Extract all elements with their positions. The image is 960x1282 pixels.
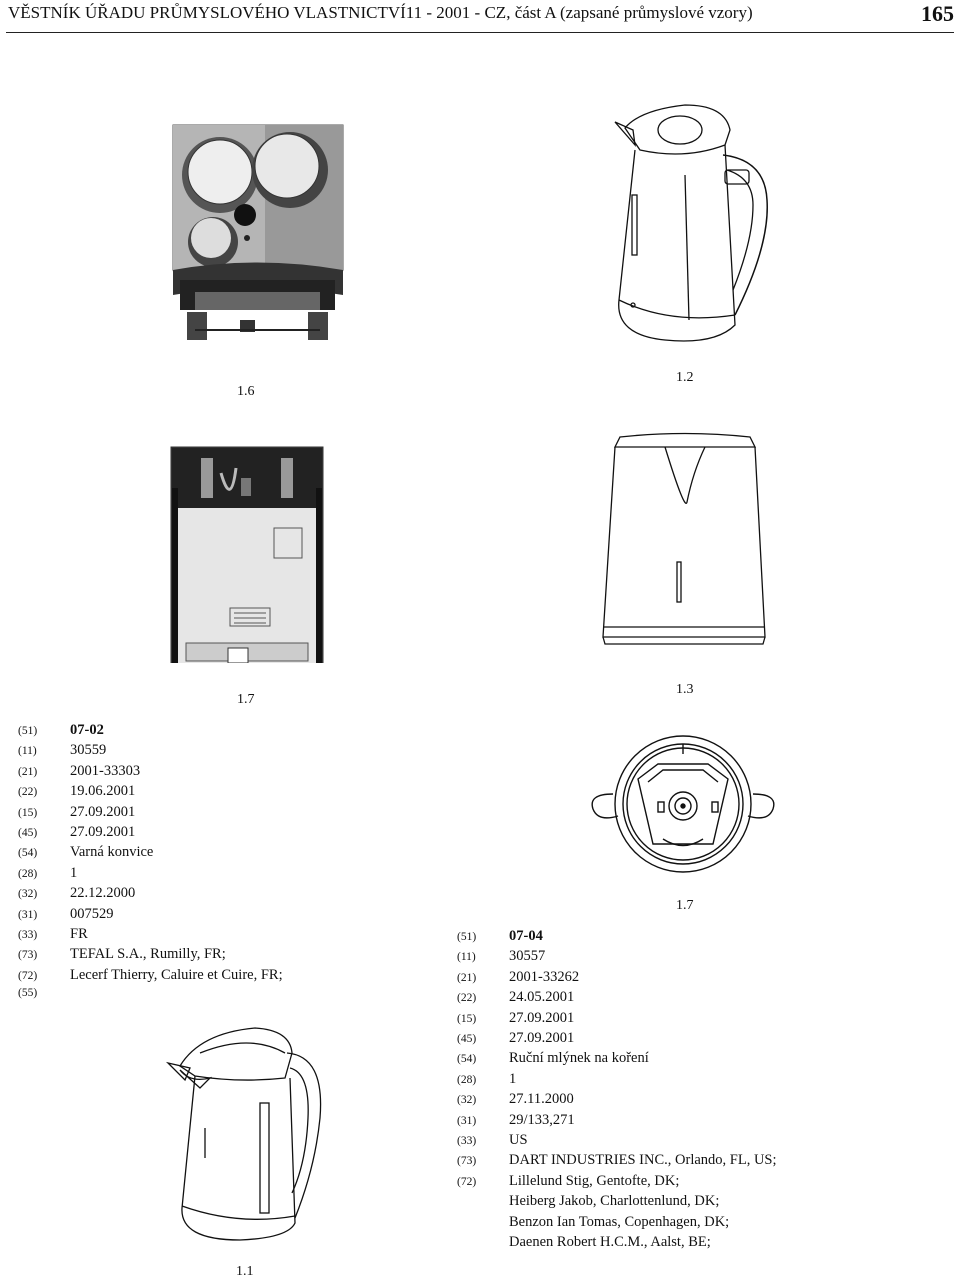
record-row: (72) Lillelund Stig, Gentofte, DK;: [457, 1172, 680, 1189]
figure-label-1-7-right: 1.7: [676, 898, 694, 913]
record-row: (22) 19.06.2001: [18, 783, 136, 800]
record-row: (72) Lecerf Thierry, Caluire et Cuire, FR;: [18, 966, 283, 983]
record-row: (54) Ruční mlýnek na koření: [457, 1050, 649, 1067]
figure-label-1-2: 1.2: [676, 370, 694, 385]
kettle-drawing-perspective: [160, 1008, 335, 1248]
record-row: (32) 22.12.2000: [18, 885, 136, 902]
record-row: (54) Varná konvice: [18, 844, 154, 861]
record-row: (33) US: [457, 1131, 528, 1148]
record-row: (28) 1: [18, 864, 78, 881]
record-row: (45) 27.09.2001: [18, 823, 136, 840]
figure-label-1-1: 1.1: [236, 1264, 254, 1279]
figure-label-1-3: 1.3: [676, 682, 694, 697]
record-row: (73) DART INDUSTRIES INC., Orlando, FL, US;: [457, 1152, 777, 1169]
record-row: (11) 30557: [457, 948, 546, 965]
inventor-continuation: Benzon Ian Tomas, Copenhagen, DK;: [509, 1213, 730, 1230]
record-row: (32) 27.11.2000: [457, 1091, 574, 1108]
figure-label-1-6: 1.6: [237, 384, 255, 399]
record-row: (45) 27.09.2001: [457, 1029, 575, 1046]
record-row: (28) 1: [457, 1070, 517, 1087]
design-record-30557: [457, 928, 777, 1255]
page-header: [6, 0, 954, 33]
page-number: 165: [921, 1, 954, 26]
journal-title: VĚSTNÍK ÚŘADU PRŮMYSLOVÉHO VLASTNICTVÍ11 - 2001 - CZ, část A (zapsané průmyslové vzory): [8, 3, 753, 22]
record-row: (33) FR: [18, 925, 88, 942]
record-row: (15) 27.09.2001: [18, 803, 136, 820]
grinder-drawing-top: [588, 724, 778, 874]
record-row: (51) 07-04: [457, 928, 543, 944]
figure-label-1-7-middle: 1.7: [237, 692, 255, 707]
design-record-30559: [18, 722, 283, 1007]
appliance-photo-bottom: [166, 438, 328, 663]
record-row: (55): [18, 987, 38, 1000]
inventor-continuation: Heiberg Jakob, Charlottenlund, DK;: [509, 1193, 720, 1210]
record-row: (22) 24.05.2001: [457, 989, 575, 1006]
appliance-photo-top: [165, 120, 350, 345]
record-row: (51) 07-02: [18, 722, 104, 738]
kettle-drawing-side: [605, 100, 780, 350]
record-row: (73) TEFAL S.A., Rumilly, FR;: [18, 946, 226, 963]
record-row: (31) 007529: [18, 905, 114, 922]
record-row: (11) 30559: [18, 742, 107, 759]
record-row: (15) 27.09.2001: [457, 1009, 575, 1026]
record-row: (21) 2001-33262: [457, 968, 580, 985]
kettle-drawing-front: [595, 432, 775, 650]
record-row: (31) 29/133,271: [457, 1111, 575, 1128]
inventor-continuation: Daenen Robert H.C.M., Aalst, BE;: [509, 1234, 711, 1251]
record-row: (21) 2001-33303: [18, 762, 141, 779]
